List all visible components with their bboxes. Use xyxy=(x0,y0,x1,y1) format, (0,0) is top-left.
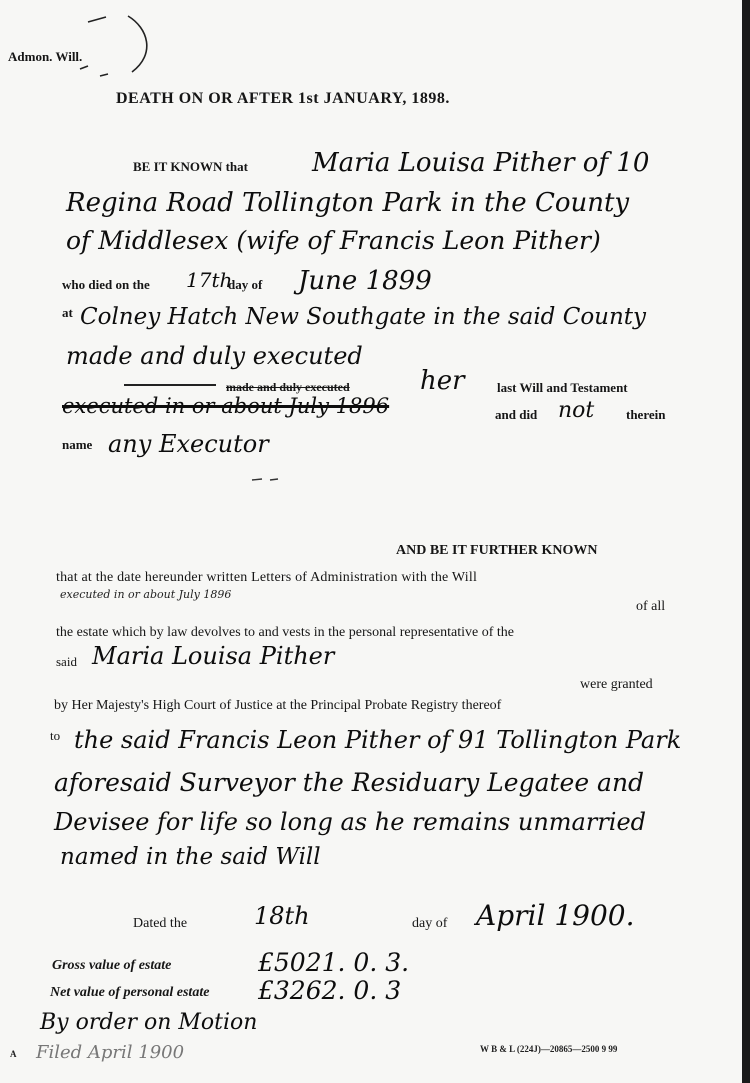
by-order-on-motion: By order on Motion xyxy=(40,1010,258,1035)
death-day: 17th xyxy=(186,268,233,292)
executor-text: any Executor xyxy=(108,430,269,458)
faint-filing-note: Filed April 1900 xyxy=(36,1042,185,1063)
struck-will-date: executed in or about July 1896 xyxy=(62,394,390,418)
and-did-label: and did xyxy=(495,407,538,422)
blank-rule xyxy=(124,384,216,386)
her-handwritten: her xyxy=(420,366,465,396)
testator-address-line: Regina Road Tollington Park in the County xyxy=(66,188,630,218)
dated-month-year: April 1900. xyxy=(476,899,635,932)
printer-code: W B & L (224J)—20865—2500 9 99 xyxy=(480,1044,618,1054)
death-place: Colney Hatch New Southgate in the said County xyxy=(80,304,647,330)
grantee-line-4: named in the said Will xyxy=(60,844,321,870)
who-died-label: who died on the xyxy=(62,277,150,292)
at-label: at xyxy=(62,305,73,320)
therein-label: therein xyxy=(626,407,666,422)
document-title: DEATH ON OR AFTER 1st JANUARY, 1898. xyxy=(116,90,450,107)
be-it-known-label: BE IT KNOWN that xyxy=(133,159,248,174)
grantee-line-1: the said Francis Leon Pither of 91 Tollington Park xyxy=(74,726,682,754)
grantee-line-2: aforesaid Surveyor the Residuary Legatee and xyxy=(54,768,645,797)
testator-name-line: Maria Louisa Pither of 10 xyxy=(312,148,650,178)
day-of-label: day of xyxy=(228,277,263,292)
net-value-amount: £3262. 0. 3 xyxy=(258,976,402,1005)
name-label: name xyxy=(62,437,93,452)
made-duly-executed-struck: made and duly executed xyxy=(226,380,350,394)
dated-the-label: Dated the xyxy=(133,916,188,931)
corner-mark: A xyxy=(10,1049,17,1059)
gross-value-label: Gross value of estate xyxy=(52,958,172,973)
were-granted-label: were granted xyxy=(580,677,653,692)
admon-will-label: Admon. Will. xyxy=(8,49,83,64)
of-all-label: of all xyxy=(636,599,666,614)
dash-mark xyxy=(248,470,288,490)
death-month-year: June 1899 xyxy=(298,266,432,296)
last-will-label: last Will and Testament xyxy=(497,380,628,395)
not-handwritten: not xyxy=(558,398,595,423)
grantee-line-3: Devisee for life so long as he remains unmarried xyxy=(54,808,647,836)
letters-line: that at the date hereunder written Letters of Administration with the Will xyxy=(56,570,478,585)
deceased-name: Maria Louisa Pither xyxy=(92,642,335,670)
gross-value-amount: £5021. 0. 3. xyxy=(258,948,410,977)
further-known-heading: AND BE IT FURTHER KNOWN xyxy=(396,543,598,558)
court-line: by Her Majesty's High Court of Justice at the Principal Probate Registry thereof xyxy=(54,698,502,713)
pen-scribble-mark xyxy=(60,14,170,94)
to-label: to xyxy=(50,728,61,743)
said-label: said xyxy=(56,654,77,669)
dated-day-of-label: day of xyxy=(412,916,448,931)
estate-line: the estate which by law devolves to and vests in the personal representative of the xyxy=(56,625,514,640)
will-date-note: executed in or about July 1896 xyxy=(60,588,232,601)
dated-day: 18th xyxy=(254,902,310,930)
made-duly-executed-handwritten: made and duly executed xyxy=(66,342,363,370)
testator-county-line: of Middlesex (wife of Francis Leon Pither) xyxy=(66,226,601,255)
net-value-label: Net value of personal estate xyxy=(50,985,210,1000)
